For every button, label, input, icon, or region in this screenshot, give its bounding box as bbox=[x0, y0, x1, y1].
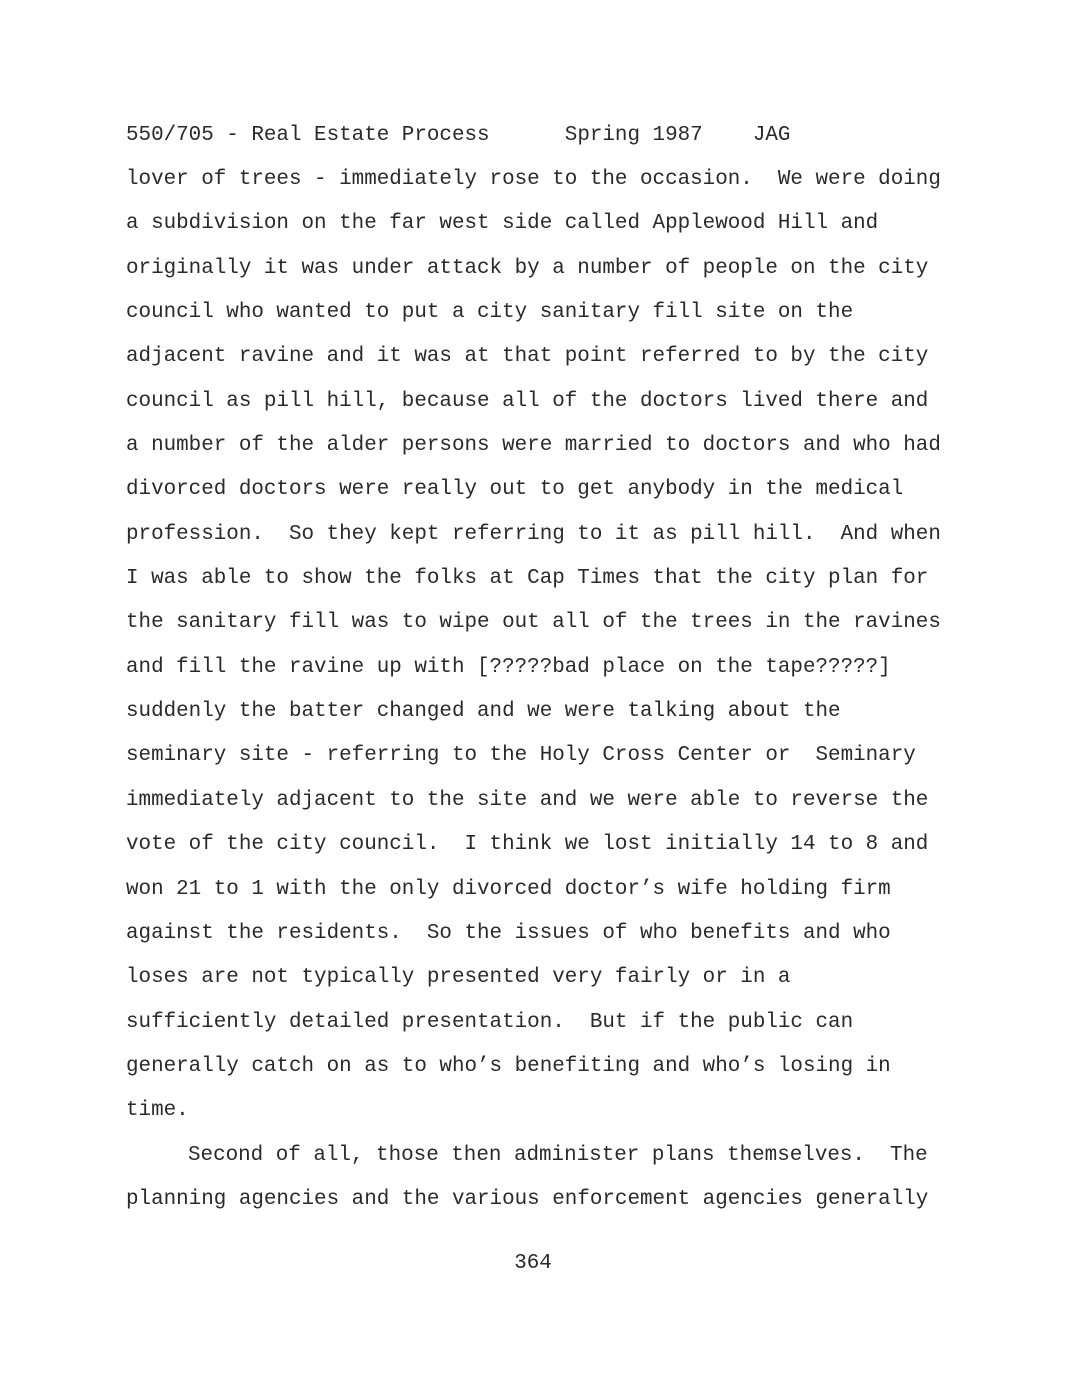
text-line: adjacent ravine and it was at that point referred to by the city bbox=[126, 345, 929, 369]
text-line: time. bbox=[126, 1099, 189, 1123]
text-line: planning agencies and the various enforcement agencies generally bbox=[126, 1187, 929, 1211]
text-line: suddenly the batter changed and we were talking about the bbox=[126, 700, 841, 724]
text-line: and fill the ravine up with [?????bad place on the tape?????] bbox=[126, 655, 891, 679]
paragraph-start-line: Second of all, those then administer plans themselves. The bbox=[188, 1143, 928, 1167]
text-line: lover of trees - immediately rose to the occasion. We were doing bbox=[126, 168, 941, 191]
term: Spring 1987 bbox=[564, 124, 703, 147]
text-line: I was able to show the folks at Cap Times that the city plan for bbox=[126, 567, 929, 591]
page-number: 364 bbox=[514, 1252, 552, 1275]
text-line: a number of the alder persons were married to doctors and who had bbox=[126, 434, 941, 458]
text-line: profession. So they kept referring to it as pill hill. And when bbox=[126, 522, 941, 546]
page-header bbox=[126, 123, 790, 149]
text-line: immediately adjacent to the site and we were able to reverse the bbox=[126, 788, 929, 812]
text-line: divorced doctors were really out to get anybody in the medical bbox=[126, 478, 904, 502]
text-line: vote of the city council. I think we lost initially 14 to 8 and bbox=[126, 833, 929, 857]
text-line: seminary site - referring to the Holy Cross Center or Seminary bbox=[126, 744, 916, 768]
text-line: won 21 to 1 with the only divorced doctor’s wife holding firm bbox=[126, 877, 891, 901]
text-line: loses are not typically presented very fairly or in a bbox=[126, 966, 791, 990]
text-line: originally it was under attack by a number of people on the city bbox=[126, 256, 929, 280]
transcript-body bbox=[126, 167, 956, 1231]
course-title: 550/705 - Real Estate Process bbox=[126, 124, 490, 147]
text-line: council who wanted to put a city sanitary fill site on the bbox=[126, 301, 854, 325]
text-line: the sanitary fill was to wipe out all of the trees in the ravines bbox=[126, 611, 941, 635]
text-line: generally catch on as to who’s benefiting and who’s losing in bbox=[126, 1054, 891, 1078]
author-initials: JAG bbox=[752, 124, 791, 147]
text-line: sufficiently detailed presentation. But if the public can bbox=[126, 1010, 854, 1034]
text-line: a subdivision on the far west side called Applewood Hill and bbox=[126, 212, 879, 236]
text-line: council as pill hill, because all of the doctors lived there and bbox=[126, 389, 929, 413]
text-line: against the residents. So the issues of who benefits and who bbox=[126, 921, 891, 945]
